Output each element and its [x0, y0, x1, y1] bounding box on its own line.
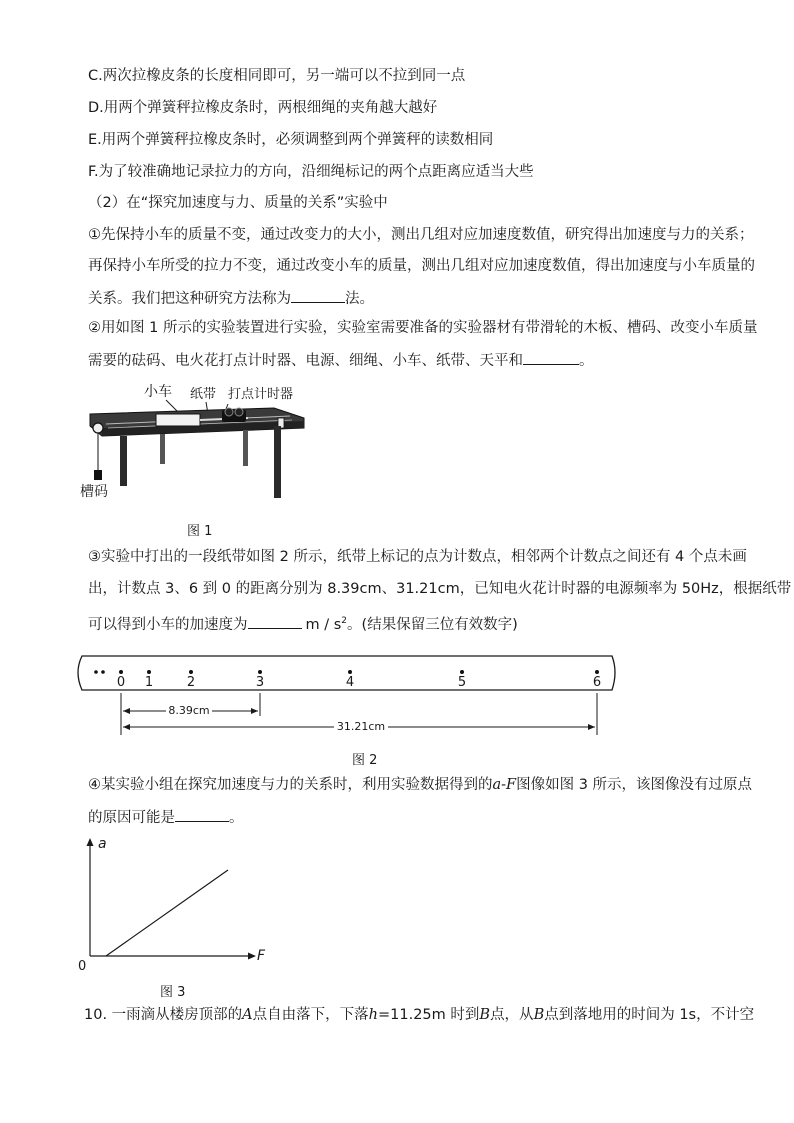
q4-line1-text: ④某实验小组在探究加速度与力的关系时，利用实验数据得到的	[88, 777, 493, 793]
tape-point-5	[460, 670, 464, 674]
q4-line2-text: 的原因可能是	[88, 810, 175, 826]
tape-point-4	[348, 670, 352, 674]
tape-point-label-1: 1	[144, 675, 154, 690]
q2-line2	[88, 349, 594, 371]
q10-text-4: 点，从	[490, 1007, 534, 1023]
q1-line1: ①先保持小车的质量不变，通过改变力的大小，测出几组对应加速度数值，研究得出加速度与力的关系；	[88, 227, 754, 243]
q10-text-3: =11.25m 时到	[378, 1007, 480, 1023]
q3-unit: m / s	[305, 616, 342, 633]
distance-label-6: 31.21cm	[336, 720, 386, 733]
q4-var: a-F	[492, 777, 517, 793]
q4-line2-end: 。	[229, 810, 244, 826]
y-axis-label: a	[98, 836, 107, 852]
origin-label: 0	[78, 959, 87, 974]
q3-line3-end: 。(结果保留三位有效数字)	[347, 616, 518, 633]
label-timer: 打点计时器	[228, 387, 294, 402]
q10-text-1: 一雨滴从楼房顶部的	[111, 1007, 243, 1023]
figure3-graph	[74, 832, 278, 974]
figure2-caption: 图 2	[352, 753, 378, 768]
question-10	[84, 1005, 754, 1025]
figure1-caption: 图 1	[187, 524, 213, 539]
q3-line3	[88, 611, 518, 635]
figure1-apparatus	[78, 378, 318, 510]
label-tape: 纸带	[190, 387, 217, 402]
tape-point-label-6: 6	[592, 675, 602, 690]
graph-line	[106, 870, 228, 956]
q1-line3	[88, 287, 374, 309]
tape-point-label-0: 0	[116, 675, 126, 690]
q10-point-b: B	[479, 1007, 491, 1023]
q4-line2	[88, 806, 244, 828]
tape-point-3	[258, 670, 262, 674]
tape-point-1	[147, 670, 151, 674]
figure2-tape	[76, 650, 620, 742]
answer-blank-method[interactable]	[291, 287, 345, 303]
q3-line1: ③实验中打出的一段纸带如图 2 所示，纸带上标记的点为计数点，相邻两个计数点之间还有 4 个点未画	[88, 549, 747, 565]
tape-point-0	[119, 670, 123, 674]
q1-line3-end: 法。	[345, 291, 374, 307]
label-weight: 槽码	[80, 484, 108, 500]
q4-line1	[88, 775, 752, 795]
q10-text-5: 点到落地用的时间为 1s，不计空	[544, 1007, 755, 1023]
q10-point-b2: B	[533, 1007, 545, 1023]
q1-line3-text: 关系。我们把这种研究方法称为	[88, 291, 291, 307]
q2-line1: ②用如图 1 所示的实验装置进行实验，实验室需要准备的实验器材有带滑轮的木板、槽码、改变小车质量	[88, 320, 758, 336]
x-axis-label: F	[257, 948, 266, 964]
q10-point-a: A	[242, 1007, 253, 1023]
distance-label-3: 8.39cm	[168, 704, 210, 717]
option-f: F.为了较准确地记录拉力的方向，沿细绳标记的两个点距离应适当大些	[88, 164, 534, 180]
q3-unit-sup: 2	[341, 616, 348, 626]
answer-blank-acceleration[interactable]	[248, 613, 302, 629]
q1-line2: 再保持小车所受的拉力不变，通过改变小车的质量，测出几组对应加速度数值，得出加速度与小车质量的	[88, 258, 755, 274]
q2-line2-end: 。	[579, 353, 594, 369]
option-e: E.用两个弹簧秤拉橡皮条时，必须调整到两个弹簧秤的读数相同	[88, 132, 494, 148]
answer-blank-reason[interactable]	[175, 806, 229, 822]
q3-line3-text: 可以得到小车的加速度为	[88, 616, 248, 633]
q10-number: 10.	[84, 1007, 108, 1023]
q4-line1-end: 图像如图 3 所示，该图像没有过原点	[516, 777, 753, 793]
option-c: C.两次拉橡皮条的长度相同即可，另一端可以不拉到同一点	[88, 68, 466, 84]
option-d: D.用两个弹簧秤拉橡皮条时，两根细绳的夹角越大越好	[88, 100, 438, 116]
q10-text-2: 点自由落下，下落	[252, 1007, 369, 1023]
label-cart: 小车	[144, 384, 172, 400]
tape-point-label-4: 4	[345, 675, 355, 690]
q3-line2: 出，计数点 3、6 到 0 的距离分别为 8.39cm、31.21cm，已知电火花计时器的电源频率为 50Hz，根据纸带	[88, 581, 792, 597]
part2-heading: （2）在“探究加速度与力、质量的关系”实验中	[88, 195, 388, 211]
answer-blank-equipment[interactable]	[523, 349, 579, 365]
figure3-caption: 图 3	[160, 985, 186, 1000]
tape-point-2	[189, 670, 193, 674]
q2-line2-text: 需要的砝码、电火花打点计时器、电源、细绳、小车、纸带、天平和	[88, 353, 523, 369]
q10-h: h	[368, 1007, 378, 1023]
tape-point-label-2: 2	[186, 675, 196, 690]
tape-point-label-3: 3	[255, 675, 265, 690]
tape-point-label-5: 5	[457, 675, 467, 690]
tape-point-6	[595, 670, 599, 674]
